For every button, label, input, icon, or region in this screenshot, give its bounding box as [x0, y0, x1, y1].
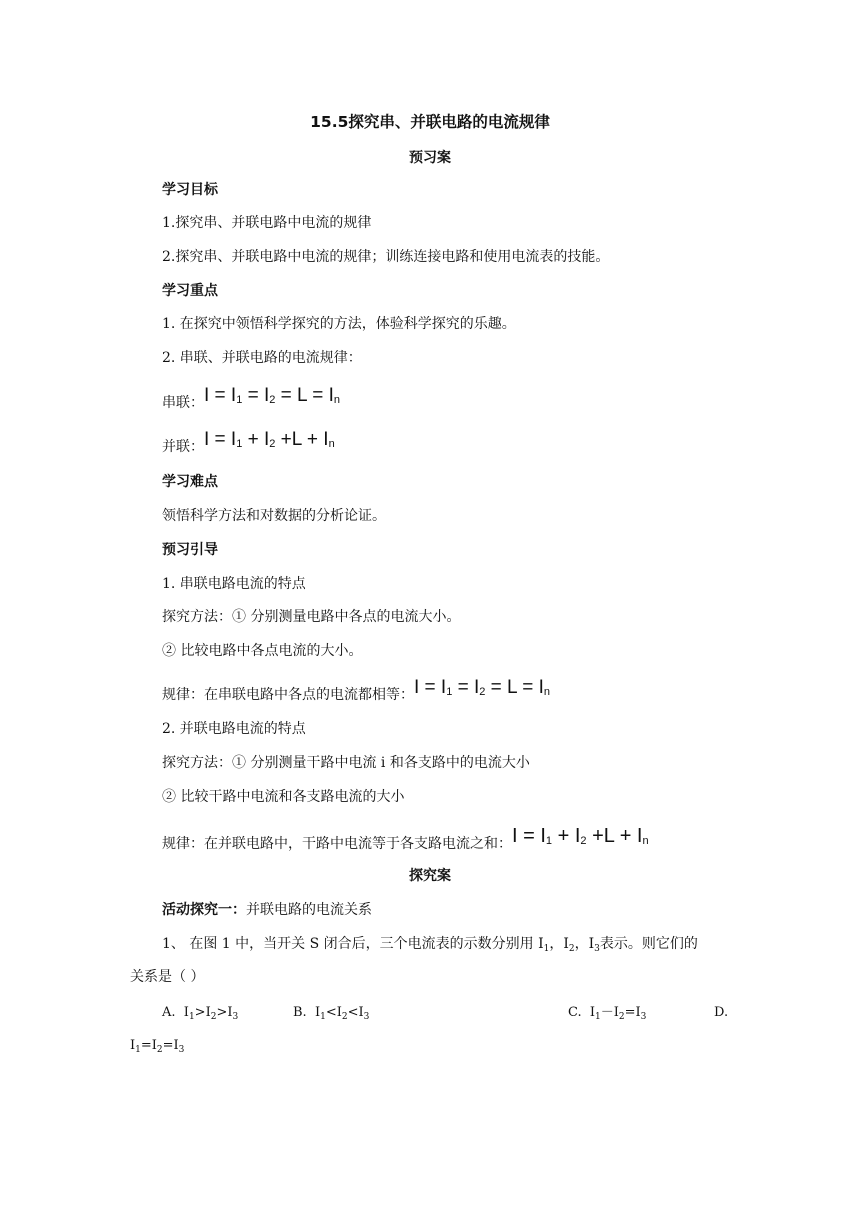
guide-method: 探究方法：① 分别测量干路中电流 i 和各支路中的电流大小: [162, 755, 530, 771]
activity-label: 活动探究一：: [162, 902, 246, 918]
goals-heading: 学习目标: [162, 182, 218, 198]
activity-heading-row: [162, 900, 372, 920]
guide-rule: 规律：在串联电路中各点的电流都相等：: [162, 687, 414, 703]
question-line: 1、 在图 1 中，当开关 S 闭合后，三个电流表的示数分别用 $I_1$，$I_2$，$I_3$表示。则它们的: [162, 936, 698, 954]
guide-item-title: 2. 并联电路电流的特点: [162, 721, 306, 737]
difficulty-text: 领悟科学方法和对数据的分析论证。: [162, 508, 386, 524]
page-title: 15.5探究串、并联电路的电流规律: [310, 113, 550, 131]
guide-compare: ② 比较电路中各点电流的大小。: [162, 643, 363, 659]
series-formula: $I = I_1 = I_2 = L = I_n$: [204, 385, 340, 406]
key-heading: 学习重点: [162, 283, 218, 299]
series-formula-row: [162, 385, 340, 414]
activity-title: 并联电路的电流关系: [246, 902, 372, 918]
guide-compare: ② 比较干路中电流和各支路电流的大小: [162, 789, 405, 805]
guide-heading: 预习引导: [162, 542, 218, 558]
question-line: 关系是（ ）: [130, 969, 205, 985]
difficulty-heading: 学习难点: [162, 474, 218, 490]
section-heading-preview: 预习案: [409, 150, 451, 166]
section-heading-explore: 探究案: [409, 868, 451, 884]
key-point: 1. 在探究中领悟科学探究的方法，体验科学探究的乐趣。: [162, 316, 516, 332]
goal-item: 1.探究串、并联电路中电流的规律: [162, 215, 372, 231]
parallel-rule-formula: $I = I_1 + I_2 +L + I_n$: [512, 825, 649, 847]
option-a[interactable]: A. $I_1>I_2>I_3$: [162, 1005, 239, 1022]
guide-method: 探究方法：① 分别测量电路中各点的电流大小。: [162, 609, 461, 625]
parallel-label: 并联：: [162, 439, 204, 455]
guide-rule-row: [162, 825, 649, 855]
option-d[interactable]: $I_1=I_2=I_3$: [130, 1038, 185, 1055]
guide-rule-row: [162, 677, 550, 706]
series-rule-formula: $I = I_1 = I_2 = L = I_n$: [414, 677, 550, 698]
option-c[interactable]: C. $I_1-I_2=I_3$: [568, 1005, 647, 1022]
option-d-label[interactable]: D.: [714, 1005, 729, 1020]
series-label: 串联：: [162, 395, 204, 411]
guide-rule: 规律：在并联电路中，干路中电流等于各支路电流之和：: [162, 836, 512, 852]
guide-item-title: 1. 串联电路电流的特点: [162, 576, 306, 592]
goal-item: 2.探究串、并联电路中电流的规律；训练连接电路和使用电流表的技能。: [162, 249, 610, 265]
parallel-formula-row: [162, 429, 335, 458]
option-b[interactable]: B. $I_1<I_2<I_3$: [293, 1005, 370, 1022]
key-point: 2. 串联、并联电路的电流规律：: [162, 350, 362, 366]
parallel-formula: $I = I_1 + I_2 +L + I_n$: [204, 429, 335, 450]
